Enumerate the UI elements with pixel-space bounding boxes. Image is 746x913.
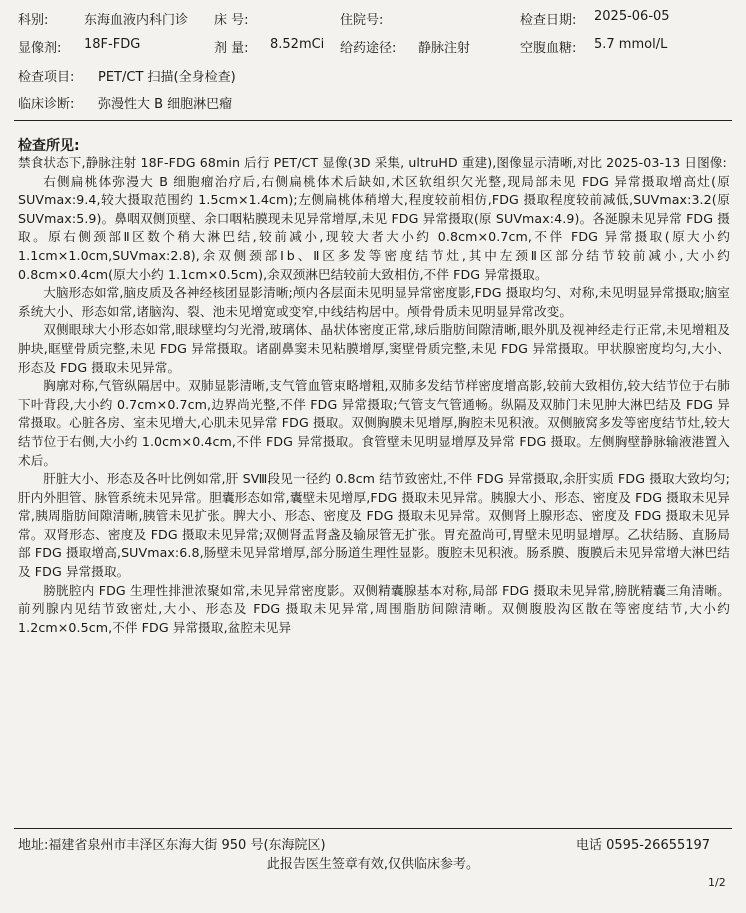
tracer-value: 18F-FDG bbox=[84, 37, 141, 52]
footer-address: 地址:福建省泉州市丰泽区东海大街 950 号(东海院区) bbox=[18, 838, 326, 853]
footer-disclaimer: 此报告医生签章有效,仅供临床参考。 bbox=[266, 857, 480, 872]
header-divider bbox=[14, 120, 732, 121]
dose-label: 剂 量: bbox=[214, 41, 249, 56]
clinical-diagnosis-value: 弥漫性大 B 细胞淋巴瘤 bbox=[98, 97, 233, 112]
bed-label: 床 号: bbox=[214, 13, 249, 28]
dept-value: 东海血液内科门诊 bbox=[84, 13, 189, 28]
footer-divider bbox=[14, 828, 732, 829]
findings-paragraph-pelvis: 膀胱腔内 FDG 生理性排泄浓聚如常,未见异常密度影。双侧精囊腺基本对称,局部 FDG 摄取未见异常,膀胱精囊三角清晰。前列腺内见结节致密灶,大小、形态及 FDG 摄取未见异常,周围脂肪间隙清晰。双侧腹股沟区散在等密度结节,大小约 1.2cm×0.5cm,不伴 FDG 异常摄取,盆腔未见异 bbox=[18, 582, 730, 635]
dose-value: 8.52mCi bbox=[270, 37, 325, 52]
header-row-3 bbox=[0, 66, 746, 92]
findings-title: 检查所见: bbox=[18, 138, 80, 154]
exam-item-value: PET/CT 扫描(全身检查) bbox=[98, 70, 236, 85]
findings-paragraph-eyes-sinus-thyroid: 双侧眼球大小形态如常,眼球壁均匀光滑,玻璃体、晶状体密度正常,球后脂肪间隙清晰,眼外肌及视神经走行正常,未见增粗及肿块,眶壁骨质完整,未见 FDG 异常摄取。诸副鼻窦未见粘膜增厚,窦壁骨质完整,未见 FDG 异常摄取。甲状腺密度均匀,大小、形态及 FDG 摄取未见异常。 bbox=[18, 322, 730, 375]
findings-paragraph-brain: 大脑形态如常,脑皮质及各神经核团显影清晰;颅内各层面未见明显异常密度影,FDG 摄取均匀、对称,未见明显异常摄取;脑室系统大小、形态如常,诸脑沟、裂、池未见增宽或变窄,中线结构居中。颅骨骨质未见明显异常改变。 bbox=[18, 285, 730, 319]
page-number: 1/2 bbox=[708, 876, 726, 889]
fasting-glucose-value: 5.7 mmol/L bbox=[594, 37, 668, 52]
header-row-1 bbox=[0, 9, 746, 35]
footer-phone: 电话 0595-26655197 bbox=[576, 838, 711, 853]
route-value: 静脉注射 bbox=[418, 41, 471, 56]
route-label: 给药途径: bbox=[340, 41, 397, 56]
header-row-4 bbox=[0, 93, 746, 119]
findings-paragraph-chest: 胸廓对称,气管纵隔居中。双肺显影清晰,支气管血管束略增粗,双肺多发结节样密度增高影,较前大致相仿,较大结节位于右肺下叶背段,大小约 0.7cm×0.7cm,边界尚光整,不伴 FDG 异常摄取;气管支气管通畅。纵隔及双肺门未见肿大淋巴结及 FDG 异常摄取。心脏各房、室未见增大,心肌未见异常 FDG 摄取。双侧胸膜未见增厚,胸腔未见积液。双侧腋窝多发等密度结节灶,较大结节位于右侧,大小约 1.0cm×0.4cm,不伴 FDG 异常摄取。食管壁未见明显增厚及异常 FDG 摄取。左侧胸壁静脉输液港置入术后。 bbox=[18, 378, 730, 468]
findings-body bbox=[18, 154, 730, 637]
dept-label: 科别: bbox=[18, 13, 49, 28]
findings-paragraph-head-neck: 右侧扁桃体弥漫大 B 细胞瘤治疗后,右侧扁桃体术后缺如,术区软组织欠光整,现局部未见 FDG 异常摄取增高灶(原 SUVmax:9.4,较大摄取范围约 1.5cm×1.4cm);左侧扁桃体稍增大,程度较前相仿,FDG 摄取程度较前减低,SUVmax:3.2(原 SUVmax:5.9)。鼻咽双侧顶壁、余口咽粘膜现未见异常增厚,未见 FDG 异常摄取(原 SUVmax:4.9)。各涎腺未见异常 FDG 摄取。原右侧颈部Ⅱ区数个稍大淋巴结,较前减小,现较大者大小约 0.8cm×0.7cm,不伴 FDG 异常摄取(原大小约 1.1cm×1.0cm,SUVmax:2.8),余双侧颈部Ⅰb、Ⅱ区多发等密度结节灶,其中左颈Ⅱ区部分结节较前减小,大小约 0.8cm×0.4cm(原大小约 1.1cm×0.5cm),余双颈淋巴结较前大致相仿,不伴 FDG 异常摄取。 bbox=[18, 173, 731, 282]
exam-date-value: 2025-06-05 bbox=[594, 9, 670, 24]
header-row-2 bbox=[0, 37, 746, 63]
fasting-glucose-label: 空腹血糖: bbox=[520, 41, 577, 56]
exam-date-label: 检查日期: bbox=[520, 13, 577, 28]
exam-item-label: 检查项目: bbox=[18, 70, 75, 85]
clinical-diagnosis-label: 临床诊断: bbox=[18, 97, 75, 112]
tracer-label: 显像剂: bbox=[18, 41, 62, 56]
findings-paragraph-abdomen: 肝脏大小、形态及各叶比例如常,肝 SⅧ段见一径约 0.8cm 结节致密灶,不伴 FDG 异常摄取,余肝实质 FDG 摄取大致均匀;肝内外胆管、脉管系统未见异常。胆囊形态如常,囊壁未见增厚,FDG 摄取未见异常。胰腺大小、形态、密度及 FDG 摄取未见异常,胰周脂肪间隙清晰,胰管未见扩张。脾大小、形态、密度及 FDG 摄取未见异常。双侧肾上腺形态、密度及 FDG 摄取未见异常。双肾形态、密度及 FDG 摄取未见异常;双侧肾盂肾盏及输尿管无扩张。胃充盈尚可,胃壁未见明显增厚。乙状结肠、直肠局部 FDG 摄取增高,SUVmax:6.8,肠壁未见异常增厚,部分肠道生理性显影。腹腔未见积液。肠系膜、腹膜后未见异常增大淋巴结及 FDG 异常摄取。 bbox=[18, 471, 730, 580]
inpatient-label: 住院号: bbox=[340, 13, 384, 28]
findings-paragraph-intro: 禁食状态下,静脉注射 18F-FDG 68min 后行 PET/CT 显像(3D 采集, ultruHD 重建),图像显示清晰,对比 2025-03-13 日图像: bbox=[18, 155, 727, 170]
